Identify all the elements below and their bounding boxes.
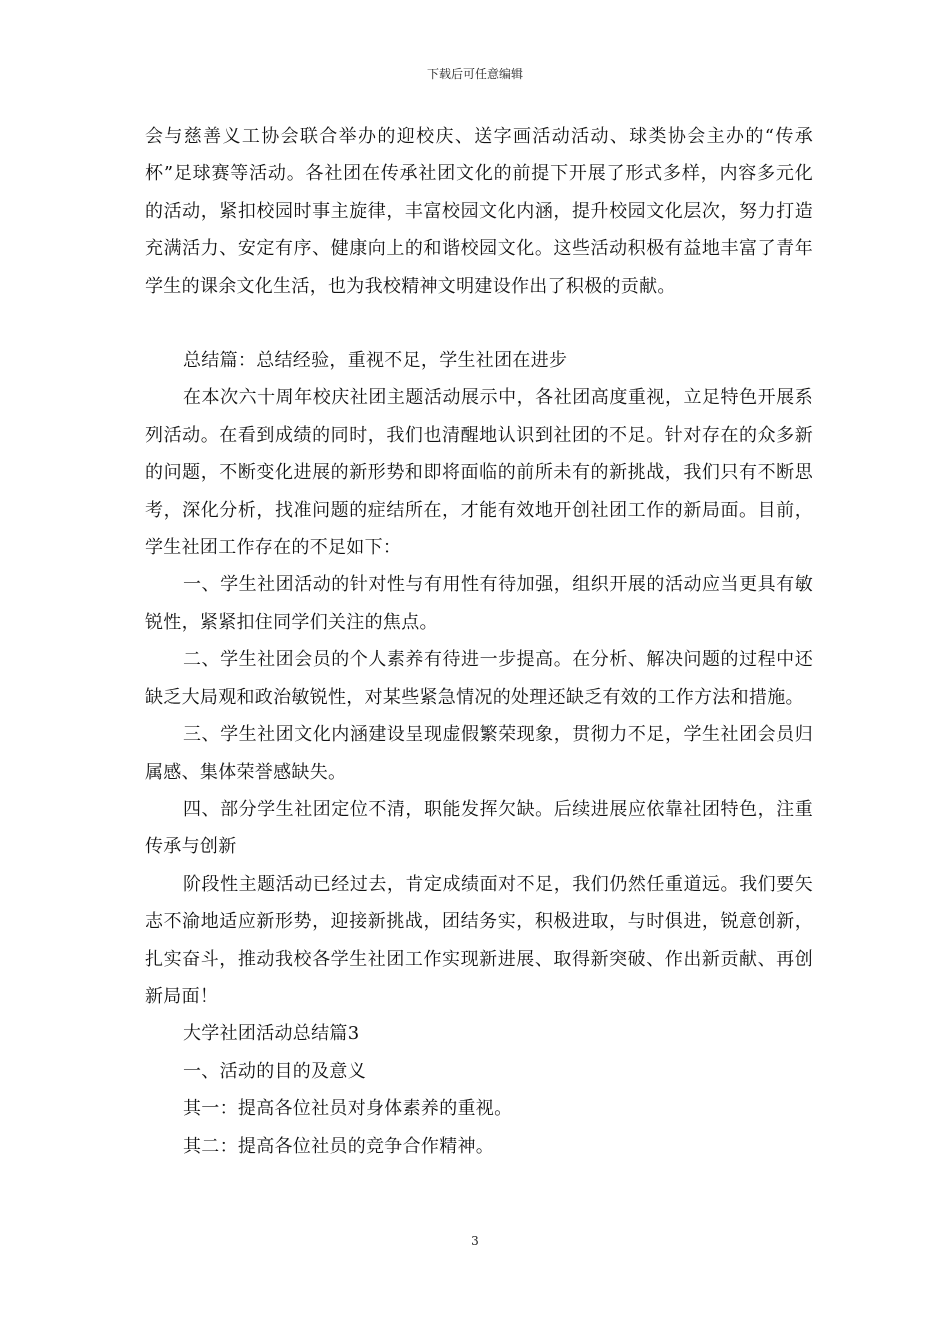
list-item: 二、学生社团会员的个人素养有待进一步提高。在分析、解决问题的过程中还缺乏大局观和政治敏锐性，对某些紧急情况的处理还缺乏有效的工作方法和措施。 bbox=[145, 649, 813, 708]
paragraph-continuation: 会与慈善义工协会联合举办的迎校庆、送字画活动活动、球类协会主办的“传承杯”足球赛等活动。各社团在传承社团文化的前提下开展了形式多样，内容多元化的活动，紧扣校园时事主旋律，丰富校园文化内涵，提升校园文化层次，努力打造充满活力、安定有序、健康向上的和谐校园文化。这些活动积极有益地丰富了青年学生的课余文化生活，也为我校精神文明建设作出了积极的贡献。 bbox=[145, 126, 813, 297]
list-item: 三、学生社团文化内涵建设呈现虚假繁荣现象，贯彻力不足，学生社团会员归属感、集体荣誉感缺失。 bbox=[145, 724, 813, 783]
paragraph-gap bbox=[145, 305, 813, 342]
paragraph: 其一：提高各位社员对身体素养的重视。 bbox=[183, 1098, 513, 1120]
document-body bbox=[145, 118, 813, 1165]
section-heading: 一、活动的目的及意义 bbox=[183, 1060, 366, 1082]
list-item: 四、部分学生社团定位不清，职能发挥欠缺。后续进展应依靠社团特色，注重传承与创新 bbox=[145, 798, 813, 858]
section-heading: 总结篇：总结经验，重视不足，学生社团在进步 bbox=[183, 350, 568, 372]
paragraph: 在本次六十周年校庆社团主题活动展示中，各社团高度重视，立足特色开展系列活动。在看到成绩的同时，我们也清醒地认识到社团的不足。针对存在的众多新的问题，不断变化进展的新形势和即将面临的前所未有的新挑战，我们只有不断思考，深化分析，找准问题的症结所在，才能有效地开创社团工作的新局面。目前，学生社团工作存在的不足如下： bbox=[145, 387, 813, 559]
paragraph: 阶段性主题活动已经过去，肯定成绩面对不足，我们仍然任重道远。我们要矢志不渝地适应新形势，迎接新挑战，团结务实，积极进取，与时俱进，锐意创新，扎实奋斗，推动我校各学生社团工作实现新进展、取得新突破、作出新贡献、再创新局面！ bbox=[145, 873, 813, 1007]
document-title: 大学社团活动总结篇3 bbox=[183, 1023, 360, 1045]
list-item: 一、学生社团活动的针对性与有用性有待加强，组织开展的活动应当更具有敏锐性，紧紧扣住同学们关注的焦点。 bbox=[145, 574, 813, 633]
page-header: 下载后可任意编辑 bbox=[426, 67, 523, 81]
paragraph: 其二：提高各位社员的竞争合作精神。 bbox=[183, 1135, 495, 1157]
page-number: 3 bbox=[471, 1234, 479, 1248]
